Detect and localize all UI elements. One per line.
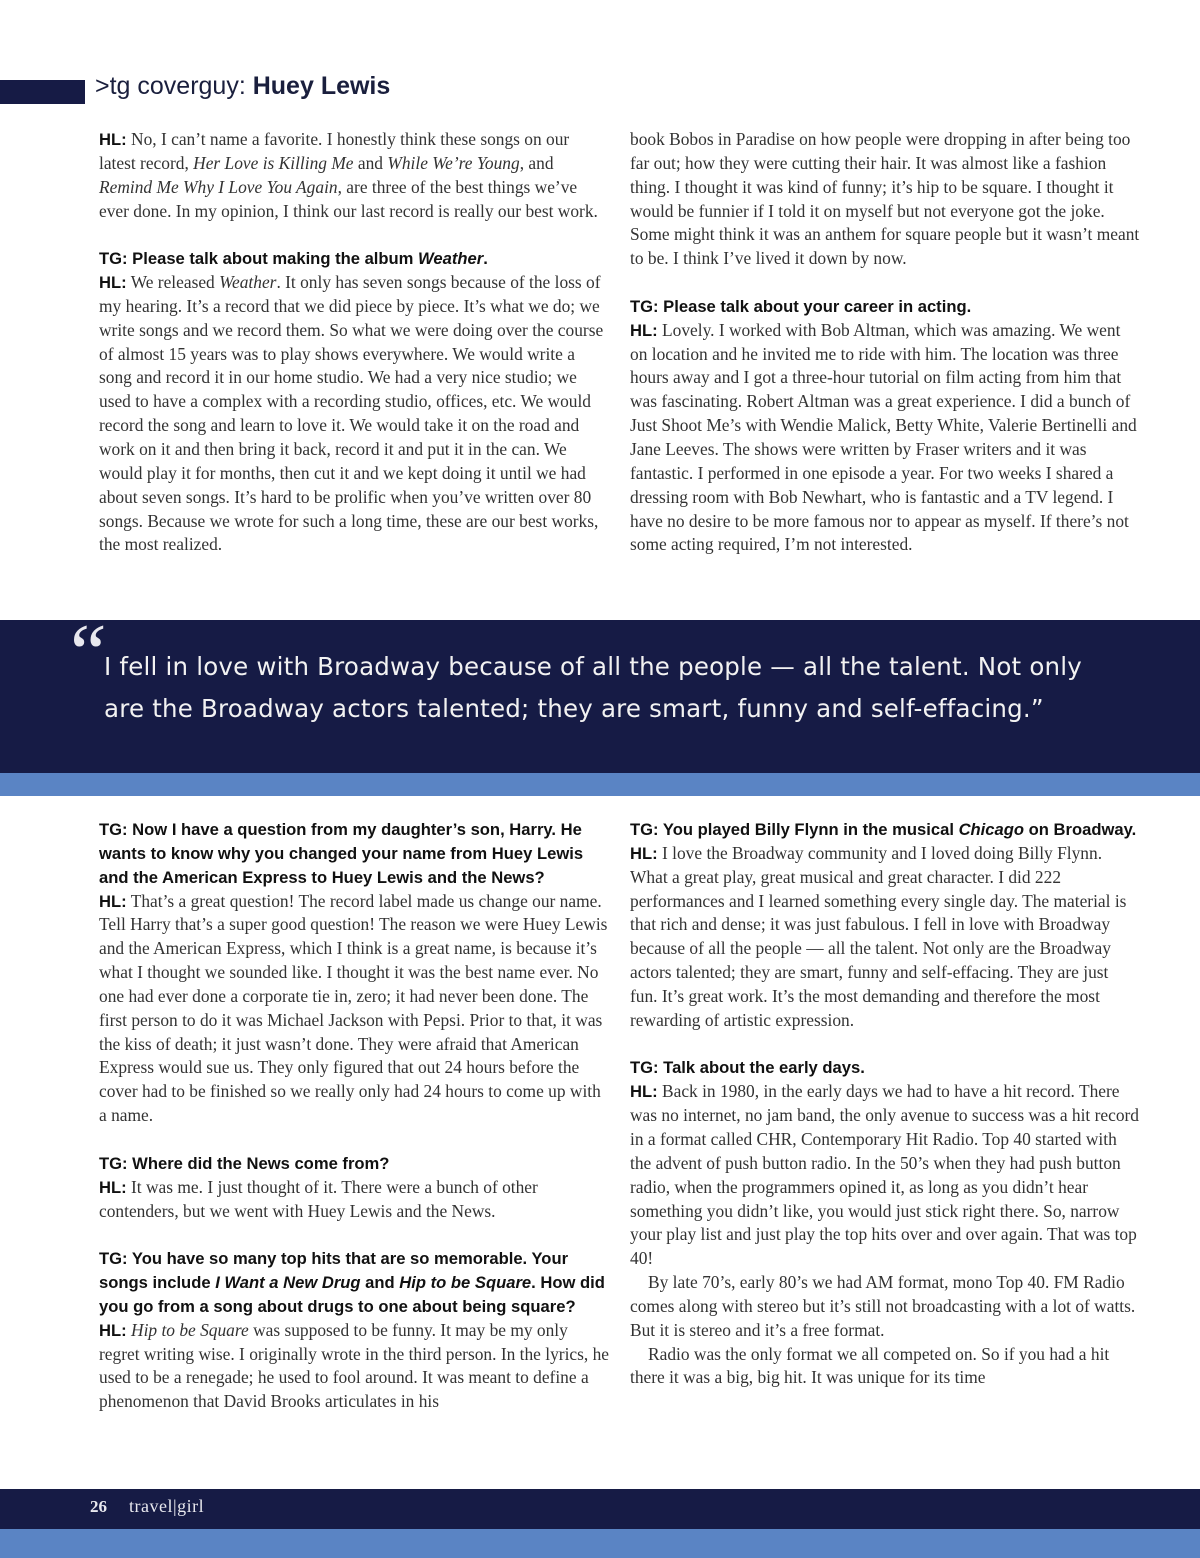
- speaker-label: HL:: [630, 320, 658, 340]
- answer-acting: HL: Lovely. I worked with Bob Altman, which was amazing. We went on location and he invited me to ride with him. The location was three hours away and I got a three-hour tutorial on film acting from him that was fascinating. Robert Altman was a great experience. I did a bunch of Just Shoot Me’s with Wendie Malick, Betty White, Valerie Bertinelli and Jane Leeves. The shows were written by Fraser writers and it was fantastic. I performed in one episode a year. For two weeks I shared a dressing room with Bob Newhart, who is fantastic and a TV legend. I have no desire to be more famous nor to appear as myself. If there’s not some acting required, I’m not interested.: [630, 319, 1137, 555]
- column-bottom-left: [99, 818, 609, 1414]
- paragraph-radio: Radio was the only format we all competed on. So if you had a hit there it was a big, big hit. It was unique for its time: [630, 1343, 1110, 1388]
- column-bottom-right: [630, 818, 1140, 1390]
- speaker-label: HL:: [99, 1320, 127, 1340]
- column-top-left: [99, 128, 609, 557]
- speaker-label: HL:: [99, 273, 127, 293]
- pull-quote-text: I fell in love with Broadway because of all the people — all the talent. Not only are the Broadway actors talented; they are smart, funny and self-effacing.”: [104, 652, 1082, 723]
- speaker-label: HL:: [99, 891, 127, 911]
- speaker-label: HL:: [99, 1177, 127, 1197]
- section-prefix: >tg coverguy:: [95, 72, 246, 100]
- pull-quote-accent-strip: [0, 773, 1200, 796]
- speaker-label: HL:: [99, 130, 127, 149]
- answer-weather: HL: We released Weather. It only has seven songs because of the loss of my hearing. It’s a record that we did piece by piece. It’s what we do; we write songs and we record them. So what we were doing over the course of almost 15 years was to play shows everywhere. We would write a song and record it in our home studio. We had a very nice studio; we used to have a complex with a recording studio, offices, etc. We would record the song and learn to love it. We would take it on the road and work on it and then bring it back, record it and put it in the can. We would play it for months, then cut it and we kept doing it until we had about seven songs. It’s hard to be prolific when you’ve written over 80 songs. Because we wrote for such a long time, these are our best works, the most realized.: [99, 272, 604, 555]
- footer-accent-strip: [0, 1529, 1200, 1558]
- answer-chicago: HL: I love the Broadway community and I loved doing Billy Flynn. What a great play, great musical and great character. I did 222 performances and I learned something every single day. The material is that rich and dense; it was just fabulous. I fell in love with Broadway because of all the people — all the talent. Not only are the Broadway actors talented; they are smart, funny and self-effacing. They are just fun. It’s great work. It’s the most demanding and therefore the most rewarding of artistic expression.: [630, 842, 1127, 1030]
- question-news-origin: TG: Where did the News come from?: [99, 1153, 390, 1173]
- magazine-logo: travel|girl: [129, 1496, 205, 1516]
- question-early-days: TG: Talk about the early days.: [630, 1058, 865, 1078]
- paragraph-am-format: By late 70’s, early 80’s we had AM format, mono Top 40. FM Radio comes along with stereo but it’s still not broadcasting with a lot of watts. But it is stereo and it’s a free format.: [630, 1272, 1136, 1340]
- answer-favorite: HL: No, I can’t name a favorite. I honestly think these songs on our latest record, Her Love is Killing Me and While We’re Young, and Remind Me Why I Love You Again, are three of the best things we’ve ever done. In my opinion, I think our last record is really our best work.: [99, 129, 598, 221]
- question-top-hits: TG: You have so many top hits that are so memorable. Your songs include I Want a New Drug and Hip to be Square. How did you go from a song about drugs to one about being square?: [99, 1249, 605, 1316]
- answer-news-origin: HL: It was me. I just thought of it. There were a bunch of other contenders, but we went with Huey Lewis and the News.: [99, 1176, 538, 1221]
- page-number: 26: [90, 1497, 107, 1516]
- speaker-label: HL:: [630, 843, 658, 863]
- answer-name-change: HL: That’s a great question! The record label made us change our name. Tell Harry that’s a super good question! The reason we were Huey Lewis and the American Express, which I think is a great name, is because it’s what I thought we sounded like. I thought it was the best name ever. No one had ever done a corporate tie in, zero; it had never been done. The first person to do it was Michael Jackson with Pepsi. Prior to that, it was the kiss of death; it just wasn’t done. They were afraid that American Express would sue us. They only figured that out 24 hours before the cover had to be finished so we really only had 24 hours to come up with a name.: [99, 890, 608, 1126]
- question-name-change: TG: Now I have a question from my daughter’s son, Harry. He wants to know why you changed your name from Huey Lewis and the American Express to Huey Lewis and the News?: [99, 820, 584, 887]
- cover-name: Huey Lewis: [252, 72, 391, 100]
- section-header: [95, 72, 390, 101]
- column-top-right: [630, 128, 1140, 557]
- speaker-label: HL:: [630, 1082, 658, 1102]
- header-accent-bar: [0, 80, 85, 104]
- question-acting: TG: Please talk about your career in acting.: [630, 296, 972, 316]
- question-chicago: TG: You played Billy Flynn in the musical Chicago on Broadway.: [630, 820, 1137, 839]
- answer-top-hits: HL: Hip to be Square was supposed to be funny. It may be my only regret writing wise. I originally wrote in the third person. In the lyrics, he used to be a renegade; he used to fool around. It was meant to define a phenomenon that David Brooks articulates in his: [99, 1319, 609, 1412]
- answer-early-days: HL: Back in 1980, in the early days we had to have a hit record. There was no internet, no jam band, the only avenue to success was a hit record in a format called CHR, Contemporary Hit Radio. Top 40 started with the advent of push button radio. In the 50’s when they had push button radio, when the programmers opined it, as long as you didn’t hear something you didn’t like, you would just stick right there. So, narrow your play list and just play the top hits over and over again. That was top 40!: [630, 1081, 1140, 1269]
- quote-mark-icon: “: [62, 607, 108, 698]
- question-weather: TG: Please talk about making the album Weather.: [99, 249, 488, 269]
- paragraph-continued: book Bobos in Paradise on how people were dropping in after being too far out; how they were cutting their hair. It was almost like a fashion thing. I thought it was kind of funny; it’s hip to be square. I thought it would be funnier if I told it on myself but not everyone got the joke. Some might think it was an anthem for square people but it wasn’t meant to be. I think I’ve lived it down by now.: [630, 129, 1140, 269]
